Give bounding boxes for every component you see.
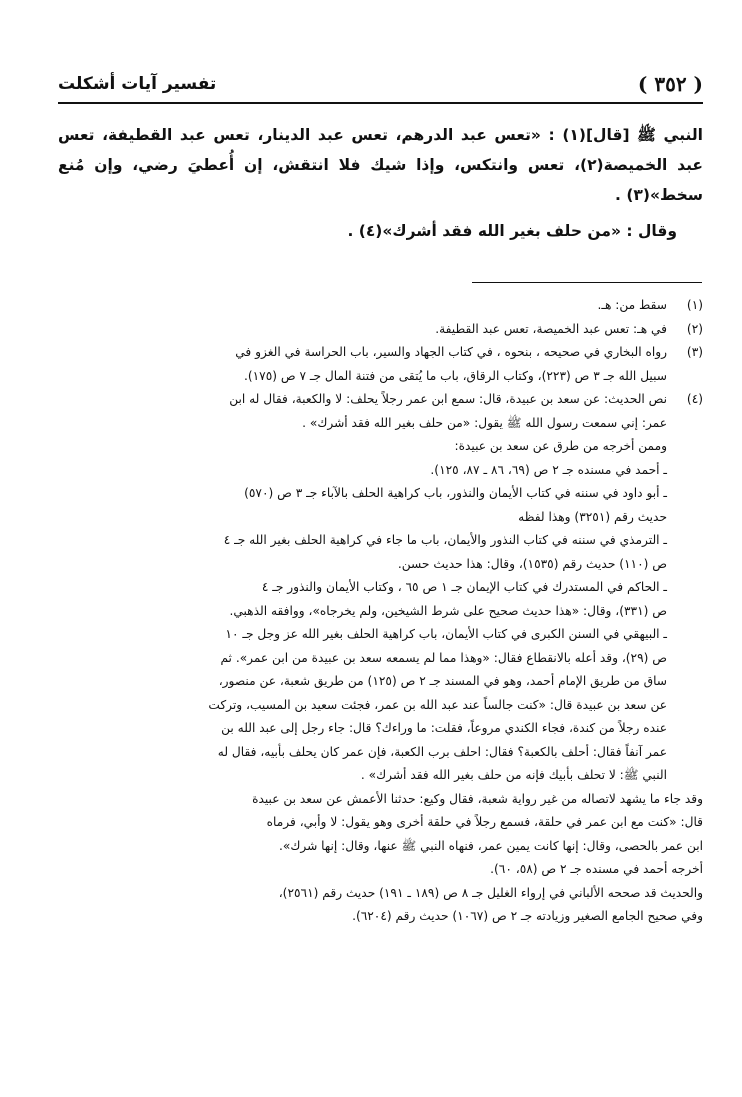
footnote-line: سقط من: هـ. <box>597 298 667 312</box>
footnote-line: رواه البخاري في صحيحه ، بنحوه ، في كتاب الجهاد والسير، باب الحراسة في الغزو في <box>235 345 667 359</box>
footnote-body <box>46 341 667 388</box>
footnote-line: عن سعد بن عبيدة قال: «كنت جالساً عند عبد الله بن عمر، فجئت سعيد بن المسيب، وتركت <box>208 697 667 712</box>
footnote-line: ص (٣٣١)، وقال: «هذا حديث صحيح على شرط الشيخين، ولم يخرجاه»، ووافقه الذهبي. <box>229 603 667 618</box>
footnote-3 <box>46 341 703 388</box>
footnote-number: (٢) <box>686 321 703 336</box>
footnote-number: (٣) <box>686 345 703 359</box>
continuation-line: والحديث قد صححه الألباني في إرواء الغليل جـ ٨ ص (١٨٩ ـ ١٩١) حديث رقم (٢٥٦١)، <box>278 885 703 900</box>
main-paragraph-1: النبي ﷺ [قال](١) : «تعس عبد الدرهم، تعس عبد الدينار، تعس عبد القطيفة، تعس عبد الخميصة(٢)، تعس وانتكس، وإذا شيك فلا انتقش، إن أُعطيَ رضي، وإن مُنع سخط»(٣) . <box>58 126 703 204</box>
footnote-1 <box>46 294 703 318</box>
footnote-line: ـ أحمد في مسنده جـ ٢ ص (٦٩، ٨٦ ـ ٨٧، ١٢٥). <box>430 462 667 477</box>
footnote-line: نص الحديث: عن سعد بن عبيدة، قال: سمع ابن عمر رجلاً يحلف: لا والكعبة، فقال له ابن <box>229 392 667 406</box>
footnote-line: عمر آنفاً فقال: أحلف بالكعبة؟ فقال: احلف برب الكعبة، فإن عمر كان يحلف بأبيه، فقال له <box>217 744 667 759</box>
footnote-line: في هـ: تعس عبد الخميصة، تعس عبد القطيفة. <box>435 321 667 336</box>
footnote-2 <box>46 318 703 342</box>
running-title: تفسير آيات أشكلت <box>58 74 217 94</box>
footnote-body <box>46 318 667 342</box>
footnote-line: عنده رجلاً من كندة، فجاء الكندي مروعاً، فقلت: ما وراءك؟ قال: جاء رجل إلى عبد الله بن <box>221 721 667 735</box>
continuation-line: قال: «كنت مع ابن عمر في حلقة، فسمع رجلاً في حلقة أخرى وهو يقول: لا وأبي، فرماه <box>266 815 703 829</box>
footnote-line: سبيل الله جـ ٣ ص (٢٢٣)، وكتاب الرقاق، باب ما يُتقى من فتنة المال جـ ٧ ص (١٧٥). <box>243 368 667 383</box>
footnote-line: وممن أخرجه من طرق عن سعد بن عبيدة: <box>454 439 667 453</box>
page-header <box>58 62 703 104</box>
page-number: ( ٣٥٢ ) <box>637 72 703 96</box>
footnote-number: (١) <box>686 298 703 312</box>
footnote-line: ـ أبو داود في سننه في كتاب الأيمان والنذور، باب كراهية الحلف بالآباء جـ ٣ ص (٥٧٠) <box>244 486 667 500</box>
main-paragraph-2: وقال : «من حلف بغير الله فقد أشرك»(٤) . <box>347 222 677 240</box>
footnote-line: ـ الحاكم في المستدرك في كتاب الإيمان جـ ١ ص ٦٥ ، وكتاب الأيمان والنذور جـ ٤ <box>261 580 667 594</box>
footnote-line: ـ الترمذي في سننه في كتاب النذور والأيمان، باب ما جاء في كراهية الحلف بغير الله جـ ٤ <box>223 533 667 547</box>
footnote-line: حديث رقم (٣٢٥١) وهذا لفظه <box>518 509 667 524</box>
footnote-line: ص (٢٩)، وقد أعله بالانقطاع فقال: «وهذا مما لم يسمعه سعد بن عبيدة من ابن عمر». ثم <box>220 650 667 665</box>
footnote-4 <box>46 388 703 788</box>
footnote-line: ص (١١٠) حديث رقم (١٥٣٥)، وقال: هذا حديث حسن. <box>397 556 667 571</box>
footnotes <box>46 294 703 929</box>
continuation-line: ابن عمر بالحصى، وقال: إنها كانت يمين عمر، فنهاه النبي ﷺ عنها، وقال: إنها شرك». <box>279 838 703 853</box>
continuation-line: وقد جاء ما يشهد لاتصاله من غير رواية شعبة، فقال وكيع: حدثنا الأعمش عن سعد بن عبيدة <box>252 791 703 806</box>
footnote-line: ساق من طريق الإمام أحمد، وهو في المسند جـ ٢ ص (١٢٥) من طريق شعبة، عن منصور، <box>218 674 667 688</box>
continuation-line: وفي صحيح الجامع الصغير وزيادته جـ ٢ ص (١٠٦٧) حديث رقم (٦٢٠٤). <box>352 909 703 923</box>
footnote-number: (٤) <box>686 392 703 406</box>
footnote-body <box>46 294 667 318</box>
footnote-4-continuation <box>46 788 703 929</box>
footnote-line: عمر: إني سمعت رسول الله ﷺ يقول: «من حلف بغير الله فقد أشرك» . <box>302 415 667 430</box>
footnote-line: النبي ﷺ: لا تحلف بأبيك فإنه من حلف بغير الله فقد أشرك» . <box>360 768 667 782</box>
footnote-separator <box>472 282 702 283</box>
footnote-line: ـ البيهقي في السنن الكبرى في كتاب الأيمان، باب كراهية الحلف بغير الله عز وجل جـ ١٠ <box>225 627 667 641</box>
main-text <box>58 120 703 246</box>
continuation-line: أخرجه أحمد في مسنده جـ ٢ ص (٥٨، ٦٠). <box>490 862 703 876</box>
footnote-body <box>46 388 667 788</box>
